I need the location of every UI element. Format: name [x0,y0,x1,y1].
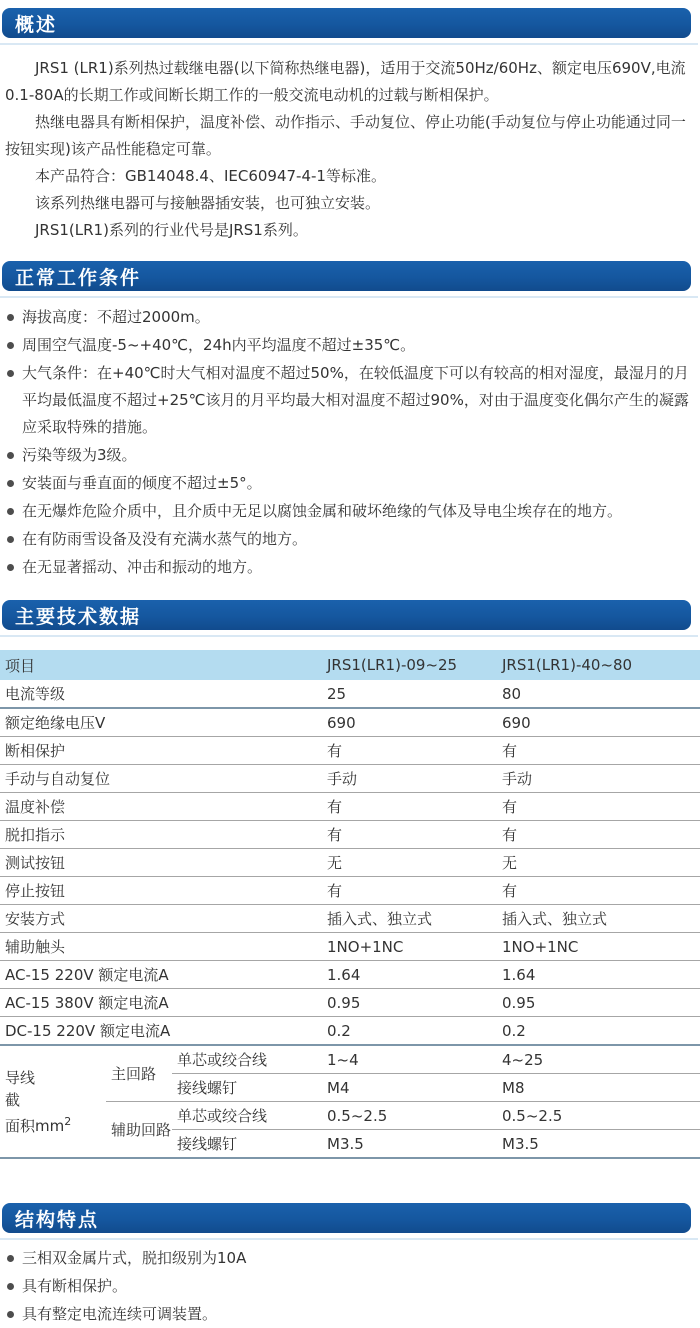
row-value: 无 [497,849,700,877]
table-row-wire [0,1045,700,1074]
table-row [0,737,700,765]
bullet-icon [7,564,14,571]
row-value: 手动 [497,765,700,793]
table-row [0,1017,700,1046]
row-label: 额定绝缘电压V [0,708,322,737]
row-value: 有 [497,793,700,821]
wire-group-label: 主回路 [106,1045,172,1102]
row-value: 有 [322,793,497,821]
list-item-text: 具有整定电流连续可调装置。 [22,1305,218,1323]
bullet-icon [7,480,14,487]
row-value: 无 [322,849,497,877]
table-row [0,680,700,708]
list-item [5,498,692,525]
list-item-text: 在有防雨雪设备及没有充满水蒸气的地方。 [22,530,308,548]
bullet-icon [7,452,14,459]
table-row [0,933,700,961]
row-label: 电流等级 [0,680,322,708]
row-label: AC-15 380V 额定电流A [0,989,322,1017]
row-value: 25 [322,680,497,708]
row-value: 4~25 [497,1045,700,1074]
row-value: 0.5~2.5 [497,1102,700,1130]
list-item-text: 在无爆炸危险介质中，且介质中无足以腐蚀金属和破坏绝缘的气体及导电尘埃存在的地方。 [22,502,623,520]
column-header: 项目 [0,650,322,680]
section-title: 结构特点 [15,1208,100,1231]
list-item [5,1273,692,1300]
row-label: 安装方式 [0,905,322,933]
row-label: 单芯或绞合线 [172,1102,322,1130]
table-row [0,849,700,877]
row-value: 插入式、独立式 [497,905,700,933]
list-item-text: 海拔高度：不超过2000m。 [22,308,210,326]
wire-group-label: 辅助回路 [106,1102,172,1159]
row-value: 有 [322,737,497,765]
tech-data-table [0,650,700,1159]
list-item [5,304,692,331]
row-value: 有 [497,821,700,849]
row-value: 690 [322,708,497,737]
structure-features-list [5,1245,692,1328]
table-row [0,989,700,1017]
row-label: 手动与自动复位 [0,765,322,793]
row-label: 辅助触头 [0,933,322,961]
row-value: 1~4 [322,1045,497,1074]
table-row [0,821,700,849]
row-label: DC-15 220V 额定电流A [0,1017,322,1046]
row-value: M4 [322,1074,497,1102]
row-value: 1.64 [497,961,700,989]
bullet-icon [7,1283,14,1290]
section-header-working-conditions [2,261,691,291]
row-label: AC-15 220V 额定电流A [0,961,322,989]
list-item-text: 具有断相保护。 [22,1277,128,1295]
datasheet-page [0,8,700,1328]
overview-paragraph: JRS1(LR1)系列的行业代号是JRS1系列。 [35,221,308,239]
overview-paragraph: JRS1 (LR1)系列热过载继电器(以下简称热继电器)，适用于交流50Hz/60Hz、额定电压690V,电流0.1-80A的长期工作或间断长期工作的一般交流电动机的过载与断相保护。 [5,59,686,104]
row-label: 断相保护 [0,737,322,765]
section-header-overview [2,8,691,38]
section-title: 概述 [15,13,58,36]
list-item [5,442,692,469]
list-item [5,332,692,359]
list-item [5,1301,692,1328]
row-value: 手动 [322,765,497,793]
row-value: M8 [497,1074,700,1102]
row-value: 690 [497,708,700,737]
table-row [0,708,700,737]
section-header-technical-data [2,600,691,630]
row-value: 1NO+1NC [322,933,497,961]
row-label: 接线螺钉 [172,1130,322,1159]
row-value: 0.2 [322,1017,497,1046]
overview-paragraphs [5,55,692,244]
bullet-icon [7,508,14,515]
overview-paragraph: 该系列热继电器可与接触器插安装，也可独立安装。 [35,194,381,212]
row-label: 单芯或绞合线 [172,1045,322,1074]
column-header: JRS1(LR1)-40~80 [497,650,700,680]
bullet-icon [7,1311,14,1318]
table-row [0,765,700,793]
bullet-icon [7,1255,14,1262]
list-item [5,1245,692,1272]
row-value: 有 [497,877,700,905]
list-item [5,554,692,581]
working-conditions-list [5,304,692,581]
row-label: 停止按钮 [0,877,322,905]
row-value: M3.5 [322,1130,497,1159]
list-item [5,526,692,553]
row-value: 1NO+1NC [497,933,700,961]
list-item-text: 周围空气温度-5~+40℃，24h内平均温度不超过±35℃。 [22,336,416,354]
row-value: 有 [322,877,497,905]
section-title: 正常工作条件 [15,266,142,289]
row-label: 脱扣指示 [0,821,322,849]
row-value: 0.5~2.5 [322,1102,497,1130]
list-item-text: 安装面与垂直面的倾度不超过±5°。 [22,474,262,492]
row-value: 有 [322,821,497,849]
row-value: 0.95 [497,989,700,1017]
bullet-icon [7,370,14,377]
table-row [0,961,700,989]
bullet-icon [7,536,14,543]
table-row [0,793,700,821]
row-label: 测试按钮 [0,849,322,877]
list-item [5,360,692,441]
row-value: 80 [497,680,700,708]
section-title: 主要技术数据 [15,605,142,628]
row-value: M3.5 [497,1130,700,1159]
wire-section-label: 导线 截 面积$mm^2$ [0,1045,106,1158]
overview-paragraph: 热继电器具有断相保护，温度补偿、动作指示、手动复位、停止功能(手动复位与停止功能通过同一按钮实现)该产品性能稳定可靠。 [5,113,686,158]
table-row [0,905,700,933]
section-header-structure-features [2,1203,691,1233]
row-value: 有 [497,737,700,765]
bullet-icon [7,314,14,321]
list-item-text: 污染等级为3级。 [22,446,137,464]
row-label: 温度补偿 [0,793,322,821]
row-label: 接线螺钉 [172,1074,322,1102]
list-item-text: 三相双金属片式，脱扣级别为10A [22,1249,247,1267]
list-item [5,470,692,497]
row-value: 1.64 [322,961,497,989]
overview-paragraph: 本产品符合：GB14048.4、IEC60947-4-1等标准。 [35,167,386,185]
list-item-text: 大气条件：在+40℃时大气相对温度不超过50%，在较低温度下可以有较高的相对湿度，最湿月的月平均最低温度不超过+25℃该月的月平均最大相对温度不超过90%，对由于温度变化偶尔产生的凝露应采取特殊的措施。 [22,364,689,436]
table-header-row [0,650,700,680]
bullet-icon [7,342,14,349]
row-value: 0.2 [497,1017,700,1046]
row-value: 0.95 [322,989,497,1017]
column-header: JRS1(LR1)-09~25 [322,650,497,680]
row-value: 插入式、独立式 [322,905,497,933]
list-item-text: 在无显著摇动、冲击和振动的地方。 [22,558,263,576]
table-row [0,877,700,905]
